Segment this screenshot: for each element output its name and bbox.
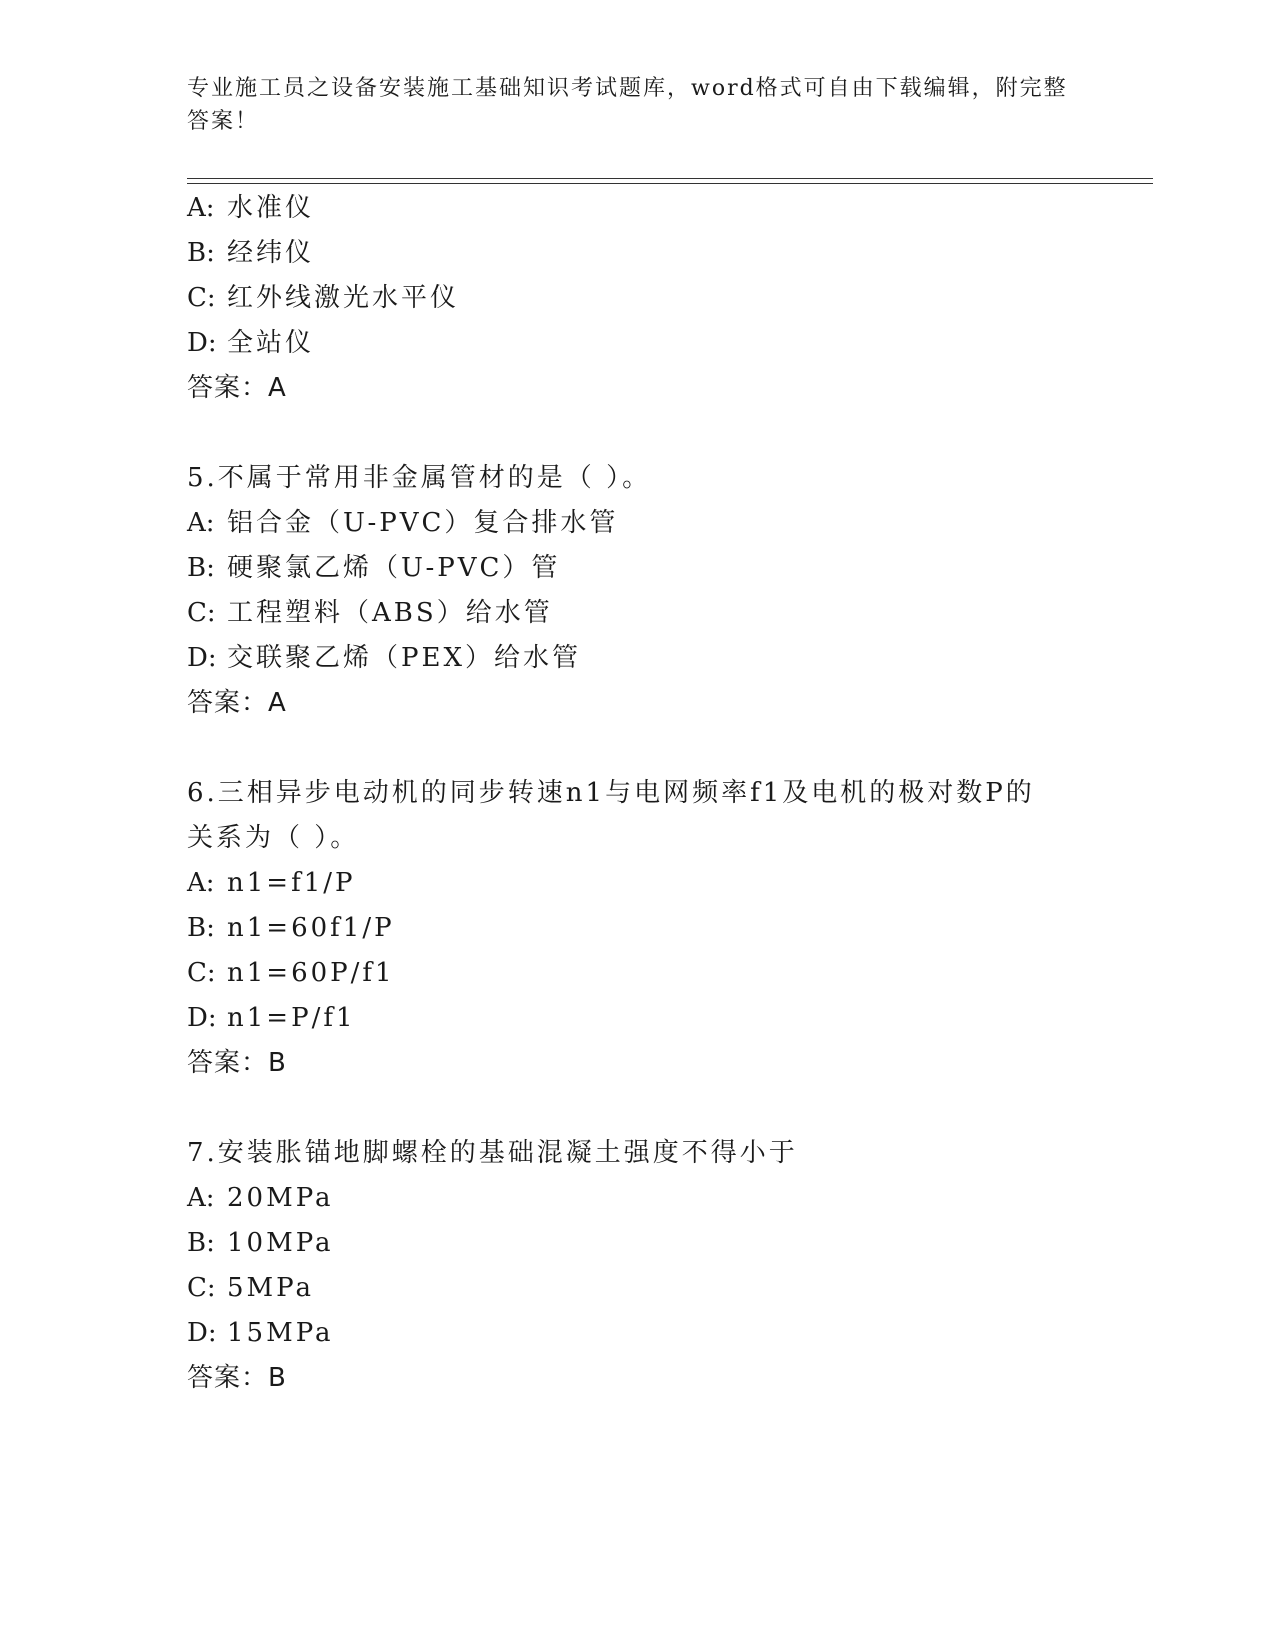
option-label: D: — [187, 328, 217, 358]
option-b — [187, 553, 560, 583]
option-label: B: — [187, 238, 215, 268]
question-5: 5.不属于常用非金属管材的是（ ）。 — [187, 463, 652, 493]
document-header: 专业施工员之设备安装施工基础知识考试题库，word格式可自由下载编辑，附完整答案！ — [187, 76, 1068, 134]
question-7: 7.安装胀锚地脚螺栓的基础混凝土强度不得小于 — [187, 1138, 798, 1168]
option-text: n1=P/f1 — [227, 1003, 356, 1033]
option-label: D: — [187, 1318, 217, 1348]
option-label: A: — [187, 868, 215, 898]
option-text: 水准仪 — [227, 193, 315, 223]
header-divider-bottom — [187, 183, 1153, 184]
option-text: 硬聚氯乙烯（U-PVC）管 — [227, 553, 561, 583]
option-label: A: — [187, 193, 215, 223]
option-text: 15MPa — [227, 1318, 334, 1348]
answer-line: 答案：A — [187, 688, 287, 718]
option-label: D: — [187, 643, 217, 673]
option-c — [187, 598, 553, 628]
option-c — [187, 1273, 314, 1303]
option-label: C: — [187, 598, 216, 628]
option-text: 10MPa — [227, 1228, 334, 1258]
option-b — [187, 913, 395, 943]
option-a — [187, 508, 618, 538]
option-label: B: — [187, 913, 215, 943]
option-text: 工程塑料（ABS）给水管 — [227, 598, 553, 628]
option-text: 铝合金（U-PVC）复合排水管 — [227, 508, 619, 538]
option-d — [187, 328, 314, 358]
option-d — [187, 643, 581, 673]
option-text: 交联聚乙烯（PEX）给水管 — [227, 643, 581, 673]
option-label: A: — [187, 508, 215, 538]
option-b — [187, 238, 314, 268]
option-label: D: — [187, 1003, 217, 1033]
question-6-line-2: 关系为（ ）。 — [187, 823, 360, 853]
option-c — [187, 283, 459, 313]
option-label: A: — [187, 1183, 215, 1213]
answer-line: 答案：B — [187, 1048, 287, 1078]
option-d — [187, 1003, 356, 1033]
option-text: 经纬仪 — [227, 238, 315, 268]
option-a — [187, 1183, 334, 1213]
option-label: B: — [187, 1228, 215, 1258]
option-label: C: — [187, 958, 216, 988]
option-a — [187, 193, 314, 223]
option-text: 全站仪 — [227, 328, 315, 358]
option-label: C: — [187, 283, 216, 313]
option-a — [187, 868, 356, 898]
option-label: C: — [187, 1273, 216, 1303]
option-text: 20MPa — [227, 1183, 334, 1213]
option-b — [187, 1228, 334, 1258]
option-text: 红外线激光水平仪 — [227, 283, 460, 313]
option-text: n1=60P/f1 — [227, 958, 395, 988]
option-text: 5MPa — [227, 1273, 314, 1303]
option-c — [187, 958, 395, 988]
answer-line: 答案：A — [187, 373, 287, 403]
header-divider-top — [187, 178, 1153, 179]
option-d — [187, 1318, 334, 1348]
option-text: n1=60f1/P — [227, 913, 395, 943]
question-6-line-1: 6.三相异步电动机的同步转速n1与电网频率f1及电机的极对数P的 — [187, 778, 1035, 808]
answer-line: 答案：B — [187, 1363, 287, 1393]
option-text: n1=f1/P — [227, 868, 356, 898]
option-label: B: — [187, 553, 215, 583]
